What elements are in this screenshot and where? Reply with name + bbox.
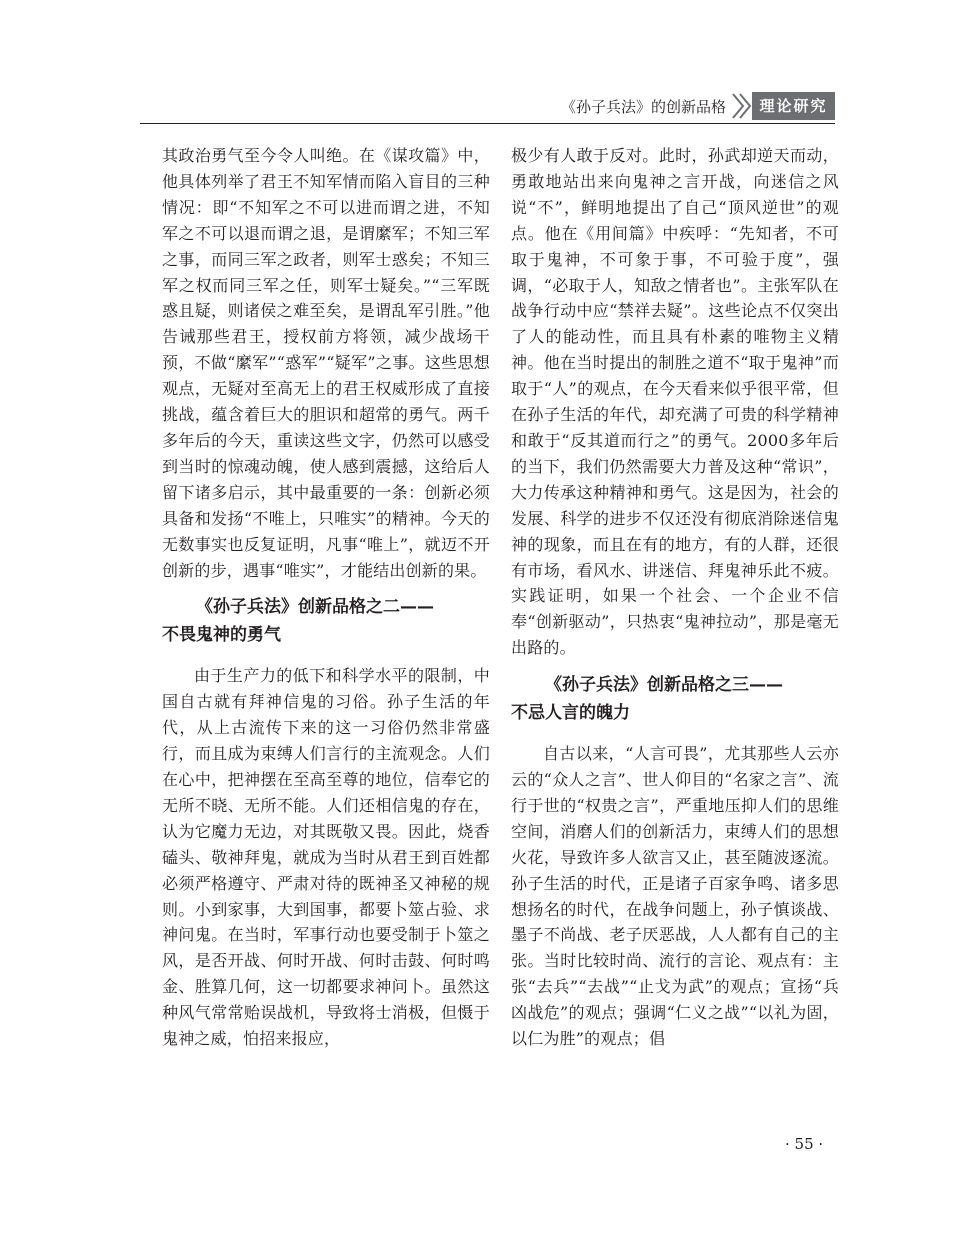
right-paragraph-1: 极少有人敢于反对。此时，孙武却逆天而动，勇敢地站出来向鬼神之言开战，向迷信之风说“不”，鲜明地提出了自己“顶风逆世”的观点。他在《用间篇》中疾呼：“先知者，不可取于鬼神，不可象于事，不可验于度”，强调，“必取于人，知敌之情者也”。主张军队在战争行动中应“禁祥去疑”。这些论点不仅突出了人的能动性，而且具有朴素的唯物主义精神。他在当时提出的制胜之道不“取于鬼神”而取于“人”的观点，在今天看来似乎很平常，但在孙子生活的年代，却充满了可贵的科学精神和敢于“反其道而行之”的勇气。2000多年后的当下，我们仍然需要大力普及这种“常识”，大力传承这种精神和勇气。这是因为，社会的发展、科学的进步不仅还没有彻底消除迷信鬼神的现象，而且在有的地方，有的人群，还很有市场，看风水、讲迷信、拜鬼神乐此不疲。实践证明，如果一个社会、一个企业不信奉“创新驱动”，只热衷“鬼神拉动”，那是毫无出路的。 (511, 146, 839, 658)
left-column (162, 143, 490, 1052)
right-column (511, 143, 839, 1052)
running-header-title: 《孙子兵法》的创新品格 (560, 98, 726, 116)
header-rule (140, 123, 835, 124)
running-header (0, 92, 964, 126)
section-heading-3 (511, 671, 839, 727)
left-paragraph-1: 其政治勇气至今令人叫绝。在《谋攻篇》中，他具体列举了君王不知军情而陷入盲目的三种情况：即“不知军之不可以进而谓之进，不知军之不可以退而谓之退，是谓縻军；不知三军之事，而同三军之政者，则军士惑矣；不知三军之权而同三军之任，则军士疑矣。”“三军既惑且疑，则诸侯之难至矣，是谓乱军引胜。”他告诫那些君王，授权前方将领，减少战场干预，不做“縻军”“惑军”“疑军”之事。这些思想观点，无疑对至高无上的君王权威形成了直接挑战，蕴含着巨大的胆识和超常的勇气。两千多年后的今天，重读这些文字，仍然可以感受到当时的惊魂动魄，使人感到震撼，这给后人留下诸多启示，其中最重要的一条：创新必须具备和发扬“不唯上，只唯实”的精神。今天的无数事实也反复证明，凡事“唯上”，就迈不开创新的步，遇事“唯实”，才能结出创新的果。 (162, 146, 490, 580)
page-number: · 55 · (785, 1135, 824, 1153)
section-heading-3-line1: 《孙子兵法》创新品格之三—— (545, 675, 783, 696)
section-tag: 理论研究 (752, 92, 835, 120)
section-heading-3-line2: 不忌人言的魄力 (511, 703, 630, 724)
left-paragraph-2: 由于生产力的低下和科学水平的限制，中国自古就有拜神信鬼的习俗。孙子生活的年代，从上古流传下来的这一习俗仍然非常盛行，而且成为束缚人们言行的主流观念。人们在心中，把神摆在至高至尊的地位，信奉它的无所不晓、无所不能。人们还相信鬼的存在，认为它魔力无边，对其既敬又畏。因此，烧香磕头、敬神拜鬼，就成为当时从君王到百姓都必须严格遵守、严肃对待的既神圣又神秘的规则。小到家事，大到国事，都要卜筮占验、求神问鬼。在当时，军事行动也要受制于卜筮之风，是否开战、何时开战、何时击鼓、何时鸣金、胜算几何，这一切都要求神问卜。虽然这种风气常常贻误战机，导致将士消极，但慑于鬼神之威，怕招来报应， (162, 666, 490, 1049)
double-chevron-icon (730, 92, 754, 120)
section-heading-2 (162, 593, 490, 649)
section-heading-2-line1: 《孙子兵法》创新品格之二—— (196, 597, 434, 618)
right-paragraph-2: 自古以来，“人言可畏”，尤其那些人云亦云的“众人之言”、世人仰目的“名家之言”、流行于世的“权贵之言”，严重地压抑人们的思维空间，消磨人们的创新活力，束缚人们的思想火花，导致许多人欲言又止，甚至随波逐流。孙子生活的时代，正是诸子百家争鸣、诸多思想扬名的时代，在战争问题上，孙子慎谈战、墨子不尚战、老子厌恶战，人人都有自己的主张。当时比较时尚、流行的言论、观点有：主张“去兵”“去战”“止戈为武”的观点；宣扬“兵凶战危”的观点；强调“仁义之战”“以礼为固，以仁为胜”的观点；倡 (511, 744, 839, 1049)
section-heading-2-line2: 不畏鬼神的勇气 (162, 625, 281, 646)
